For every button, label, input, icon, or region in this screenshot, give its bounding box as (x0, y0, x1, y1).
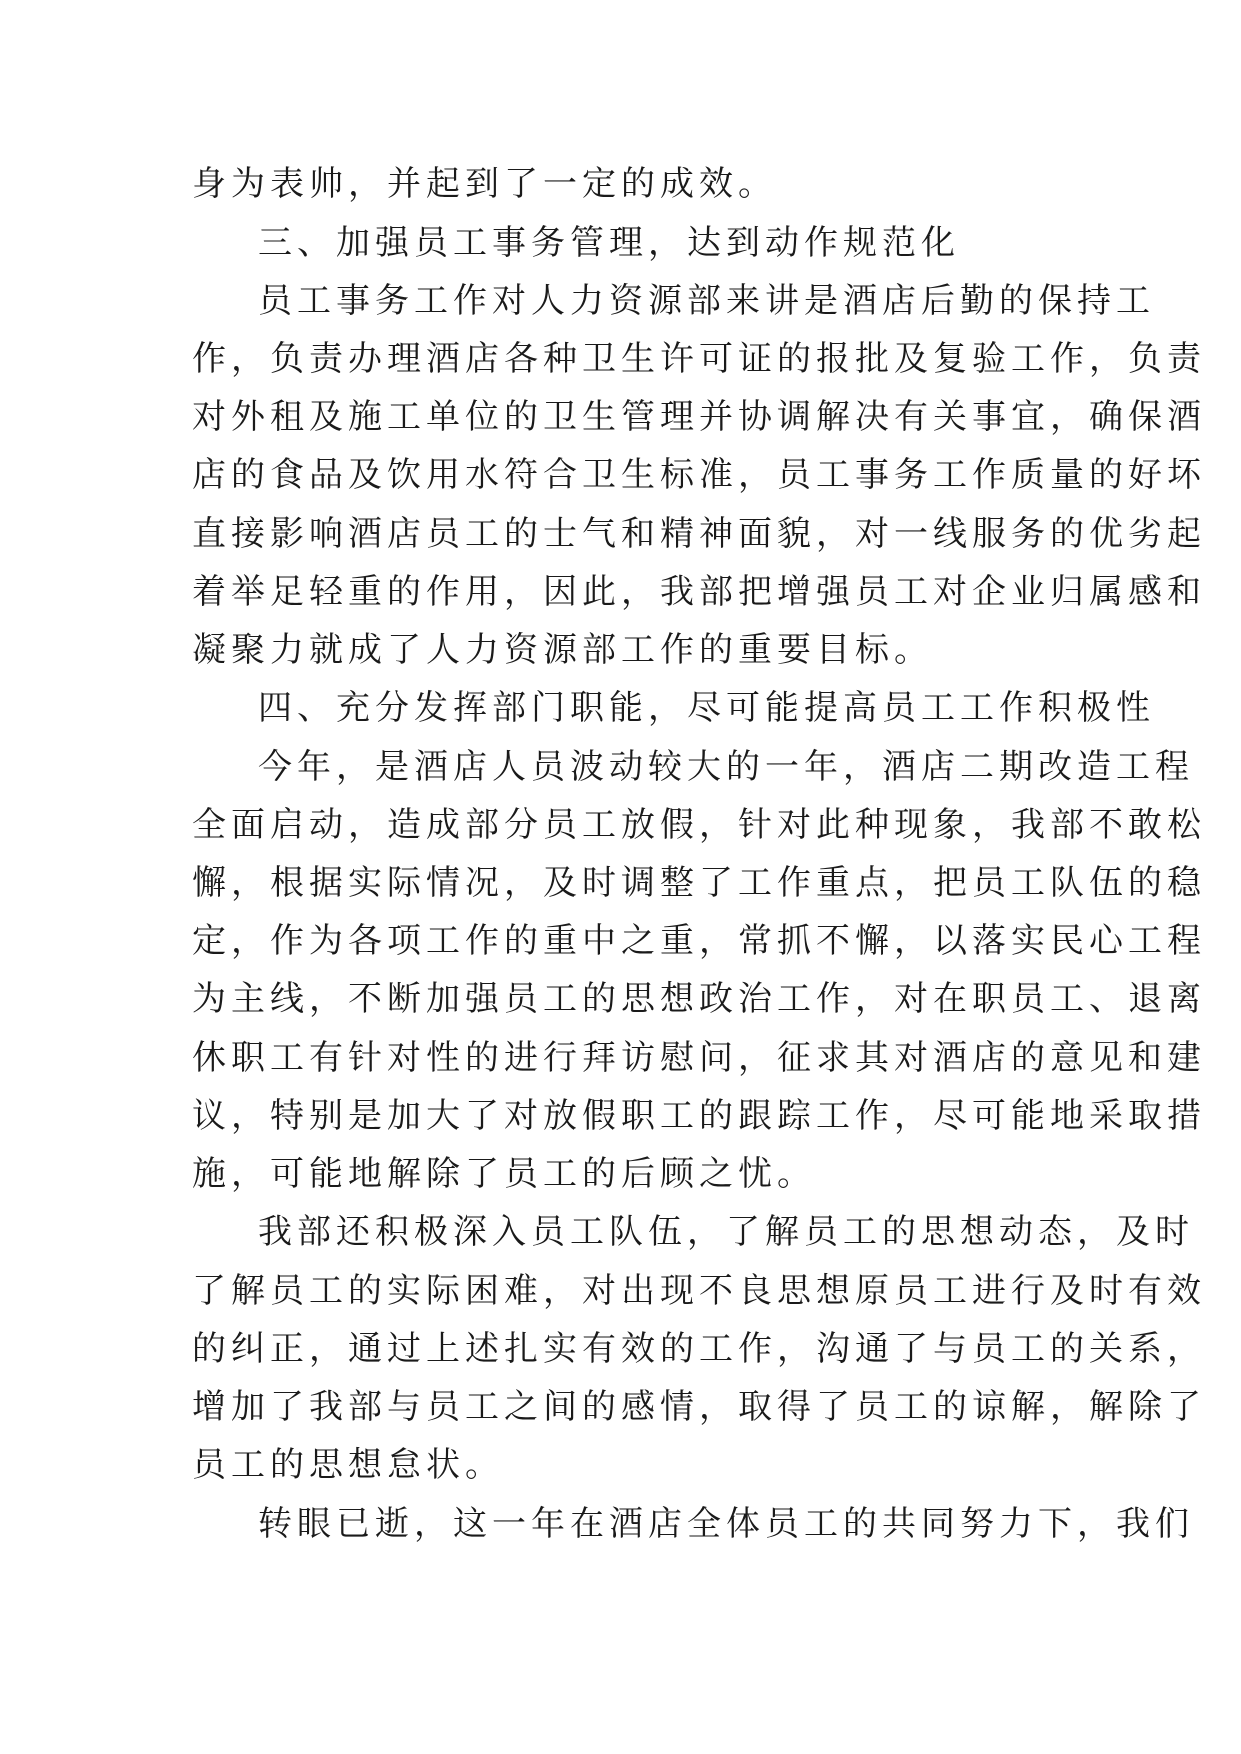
text-line: 转眼已逝，这一年在酒店全体员工的共同努力下，我们 (258, 1504, 1194, 1544)
text-line: 我部还积极深入员工队伍，了解员工的思想动态，及时 (258, 1212, 1194, 1252)
section-heading: 三、加强员工事务管理，达到动作规范化 (258, 223, 960, 263)
text-line: 员工的思想怠状。 (192, 1445, 504, 1485)
text-line: 着举足轻重的作用，因此，我部把增强员工对企业归属感和 (192, 572, 1206, 612)
text-line: 全面启动，造成部分员工放假，针对此种现象，我部不敢松 (192, 805, 1206, 845)
text-line: 作，负责办理酒店各种卫生许可证的报批及复验工作，负责 (192, 339, 1206, 379)
section-heading: 四、充分发挥部门职能，尽可能提高员工工作积极性 (258, 688, 1155, 728)
text-line: 店的食品及饮用水符合卫生标准，员工事务工作质量的好坏 (192, 455, 1206, 495)
text-line: 了解员工的实际困难，对出现不良思想原员工进行及时有效 (192, 1271, 1206, 1311)
text-line: 懈，根据实际情况，及时调整了工作重点，把员工队伍的稳 (192, 863, 1206, 903)
text-line: 增加了我部与员工之间的感情，取得了员工的谅解，解除了 (192, 1387, 1206, 1427)
text-line: 凝聚力就成了人力资源部工作的重要目标。 (192, 630, 933, 670)
text-line: 直接影响酒店员工的士气和精神面貌，对一线服务的优劣起 (192, 514, 1206, 554)
text-line: 休职工有针对性的进行拜访慰问，征求其对酒店的意见和建 (192, 1038, 1206, 1078)
text-line: 为主线，不断加强员工的思想政治工作，对在职员工、退离 (192, 979, 1206, 1019)
text-line: 的纠正，通过上述扎实有效的工作，沟通了与员工的关系， (192, 1329, 1206, 1369)
text-line: 员工事务工作对人力资源部来讲是酒店后勤的保持工 (258, 281, 1155, 321)
text-line: 定，作为各项工作的重中之重，常抓不懈，以落实民心工程 (192, 921, 1206, 961)
text-line: 施，可能地解除了员工的后顾之忧。 (192, 1154, 816, 1194)
text-line: 对外租及施工单位的卫生管理并协调解决有关事宜，确保酒 (192, 397, 1206, 437)
text-line: 今年，是酒店人员波动较大的一年，酒店二期改造工程 (258, 747, 1194, 787)
text-line: 身为表帅，并起到了一定的成效。 (192, 164, 777, 204)
text-line: 议，特别是加大了对放假职工的跟踪工作，尽可能地采取措 (192, 1096, 1206, 1136)
